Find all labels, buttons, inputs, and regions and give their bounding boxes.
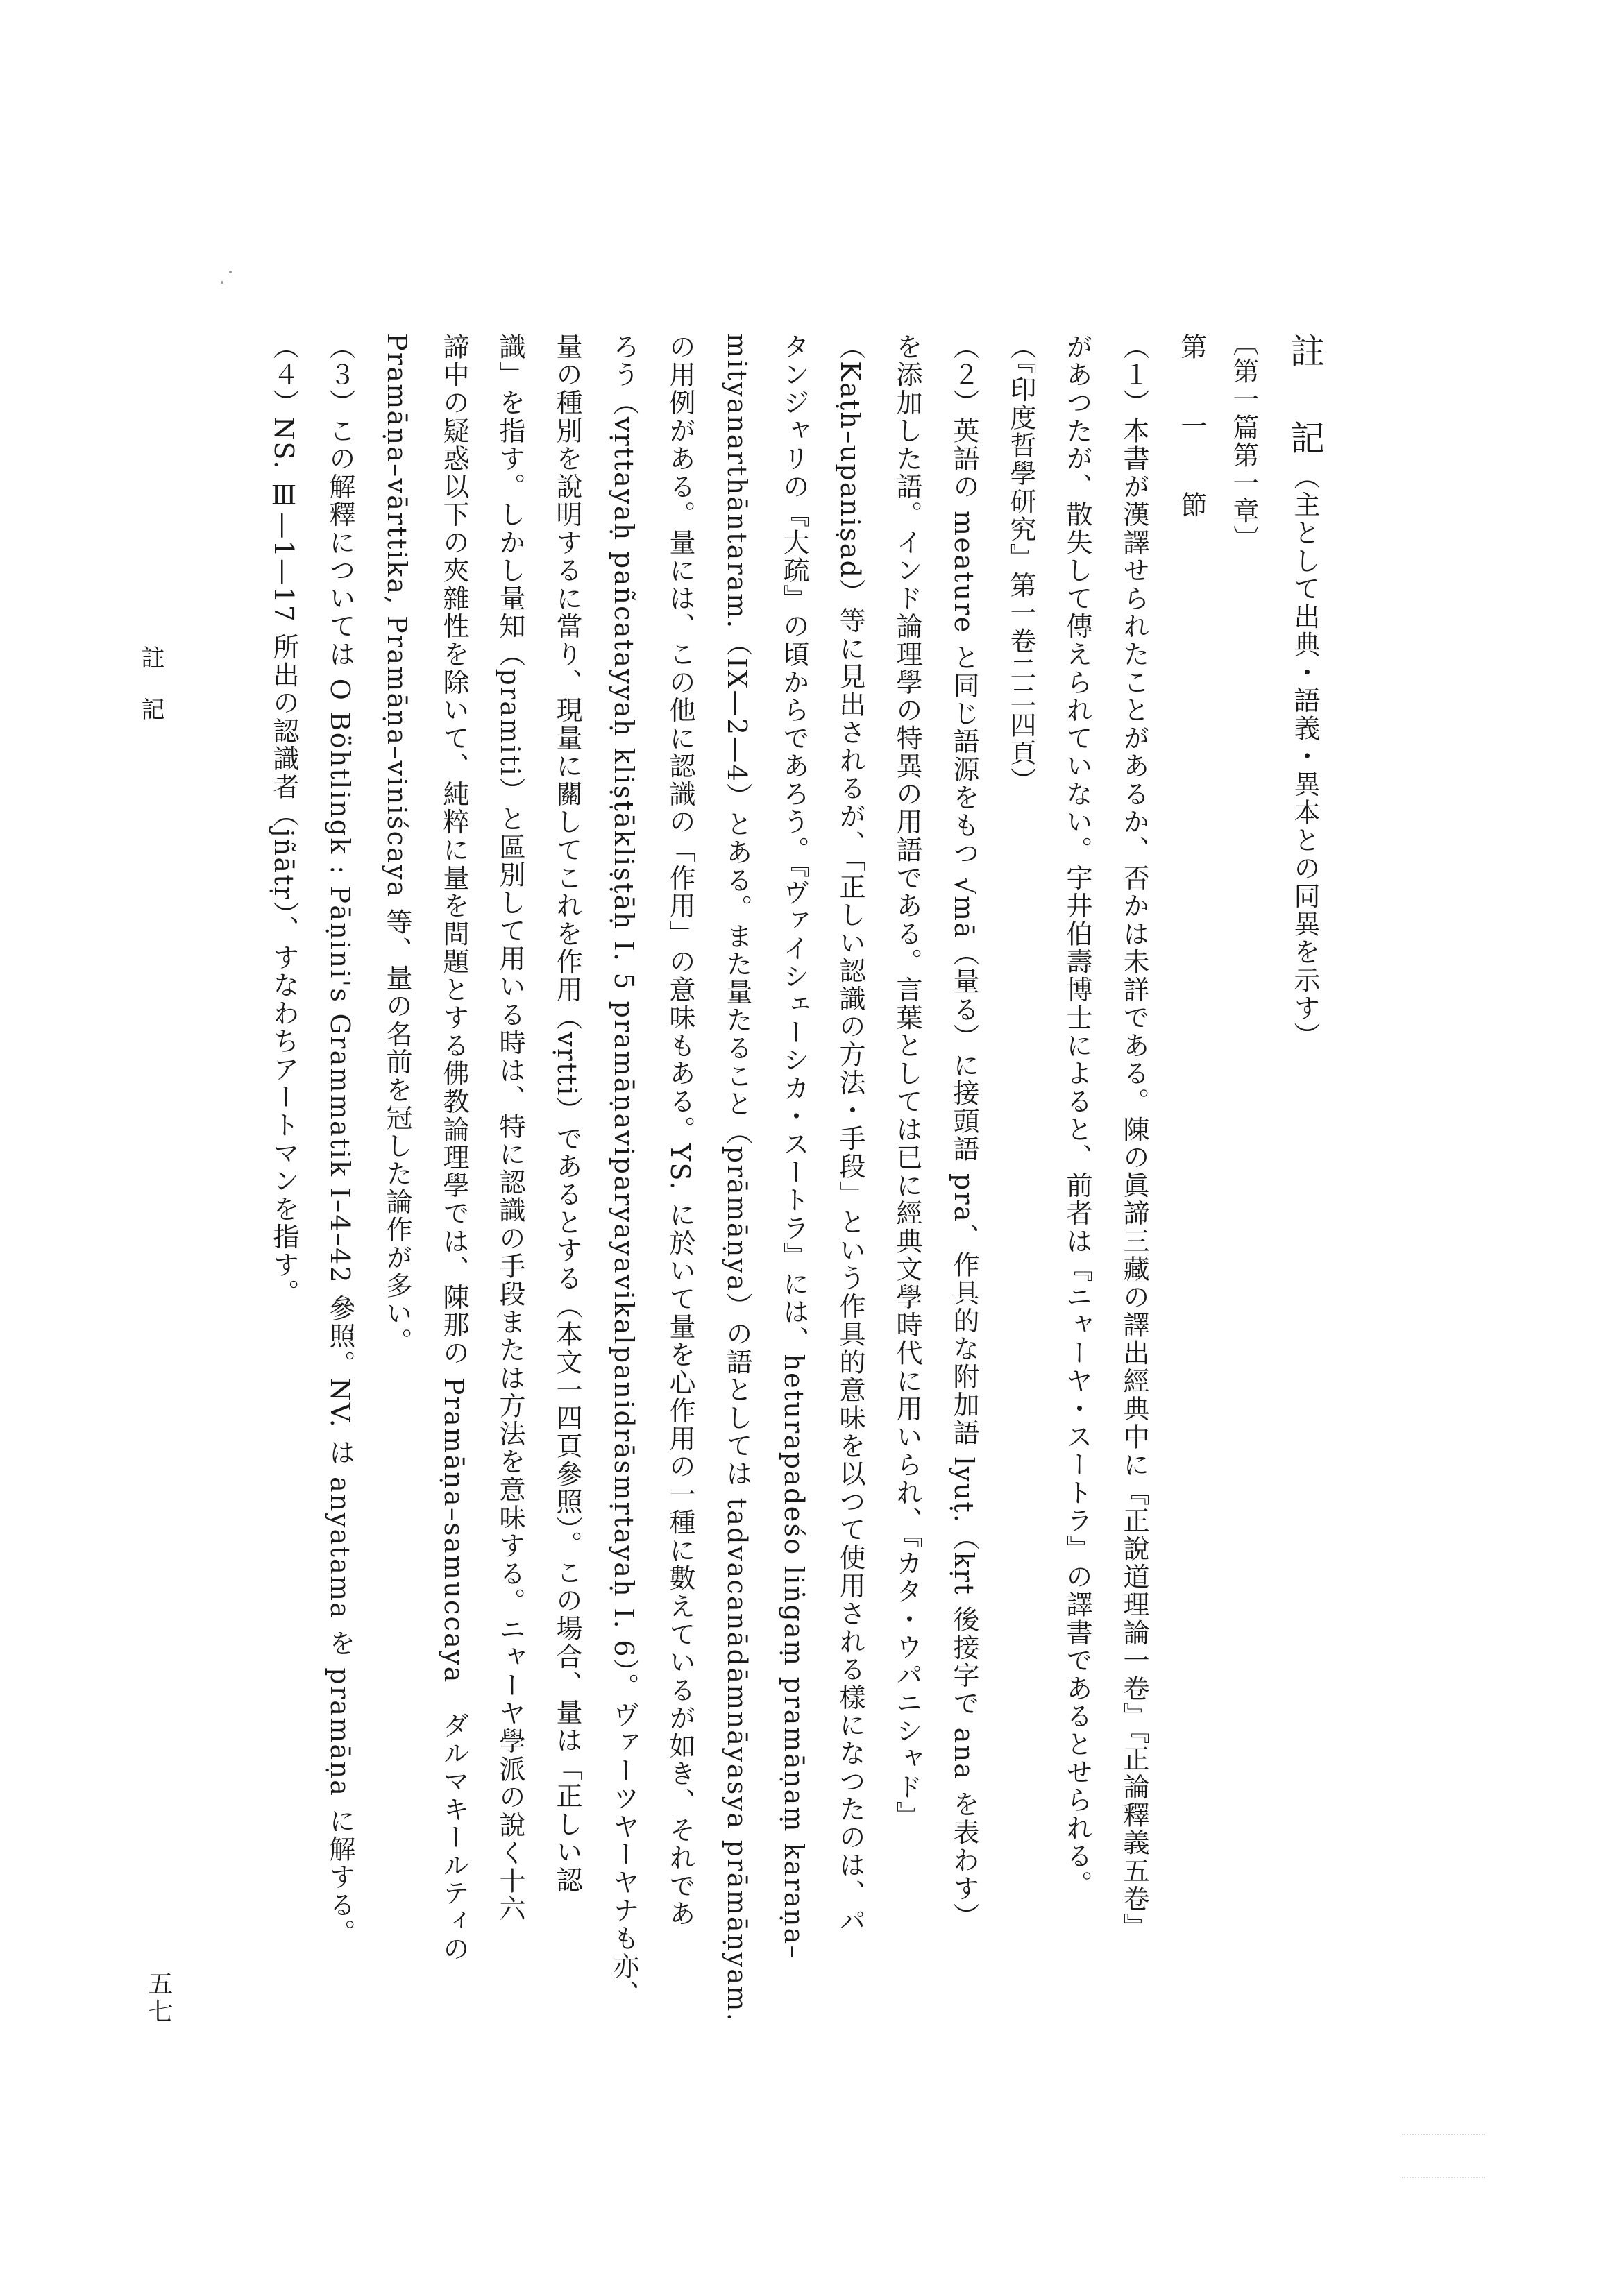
body-line: 量の種別を說明するに當り、現量に關してこれを作用（vṛtti）であるとする（本文一四頁參照）。この場合、量は「正しい認 <box>552 333 582 1894</box>
body-line: mityanarthāntaram.（IX—2—4）とある。また量たること（prāmāṇya）の語としては tadvacanādāmnāyasya prāmāṇyam. <box>722 333 752 2023</box>
body-line: （２）英語の meature と同じ語源をもつ √mā（量る）に接頭語 pra、作具的な附加語 lyuṭ.（kṛt 後接字で ana を表わす） <box>949 333 979 1931</box>
title-subtitle: （主として出典・語義・異本との同異を示す） <box>1289 463 1320 1051</box>
section-label: 〔第一篇第一章〕 <box>1228 330 1259 554</box>
scan-speck <box>229 271 232 273</box>
body-line: 識」を指す。しかし量知（pramiti）と區別して用いる時は、特に認識の手段または方法を意味する。ニャーヤ學派の說く十六 <box>495 333 525 1923</box>
page-number: 五七 <box>144 1971 173 2026</box>
body-line: 諦中の疑惑以下の夾雜性を除いて、純粹に量を問題とする佛教論理學では、陳那の Pramāṇa–samuccaya ダルマキールティの <box>439 333 469 1964</box>
running-footer: 註記 <box>137 645 164 749</box>
body-line: があつたが、散失して傳えられていない。宇井伯壽博士によると、前者は『ニャーヤ・スートラ』の譯書であるとせられる。 <box>1062 333 1092 1898</box>
body-line: （４）NS. Ⅲ—1—17 所出の認識者（jñātṛ）、すなわちアートマンを指す。 <box>269 333 299 1307</box>
body-line: （３）この解釋については O Böhtlingk : Pāṇini's Grammatik I–4–42 參照。NV. は anyatama を pramāṇa に解する。 <box>325 333 355 1947</box>
body-line: タンジャリの『大疏』の頃からであろう。『ヴァイシェーシカ・スートラ』には、heturapadeśo liṅgaṃ pramāṇaṃ karaṇa– <box>779 333 809 1960</box>
body-line: Pramāṇa–vārttika, Pramāṇa–viniścaya 等、量の名前を冠した論作が多い。 <box>382 333 412 1356</box>
faint-stamp-mark <box>1402 2134 1485 2178</box>
body-line: （１）本書が漢譯せられたことがあるか、否かは未詳である。陳の眞諦三藏の譯出經典中に『正說道理論一卷』『正論釋義五卷』 <box>1119 333 1149 1941</box>
body-line: の用例がある。量には、この他に認識の「作用」の意味もある。YS. に於いて量を心作用の一種に數えているが如き、それであ <box>665 333 695 1928</box>
title-main: 註 記 <box>1285 333 1325 464</box>
body-line: （『印度哲學研究』第一卷二二四頁） <box>1006 333 1036 795</box>
scan-speck <box>221 281 223 284</box>
body-line: を添加した語。インド論理學の特異の用語である。言葉としては已に經典文學時代に用いられ、『カタ・ウパニシャド』 <box>892 333 922 1830</box>
body-line: （Kaṭh–upaniṣad）等に見出されるが、「正しい認識の方法・手段」という作具的意味を以つて使用される樣になつたのは、パ <box>835 333 865 1935</box>
page-title <box>1285 333 1325 1051</box>
body-line: ろう（vṛttayaḥ pañcatayyaḥ kliṣṭākliṣṭāḥ I. 5 pramāṇaviparyayavikalpanidrāsmṛtayaḥ I. 6）。ヴァーツヤーヤナも亦、 <box>609 333 639 2009</box>
subsection-label: 第 一 節 <box>1176 333 1207 531</box>
